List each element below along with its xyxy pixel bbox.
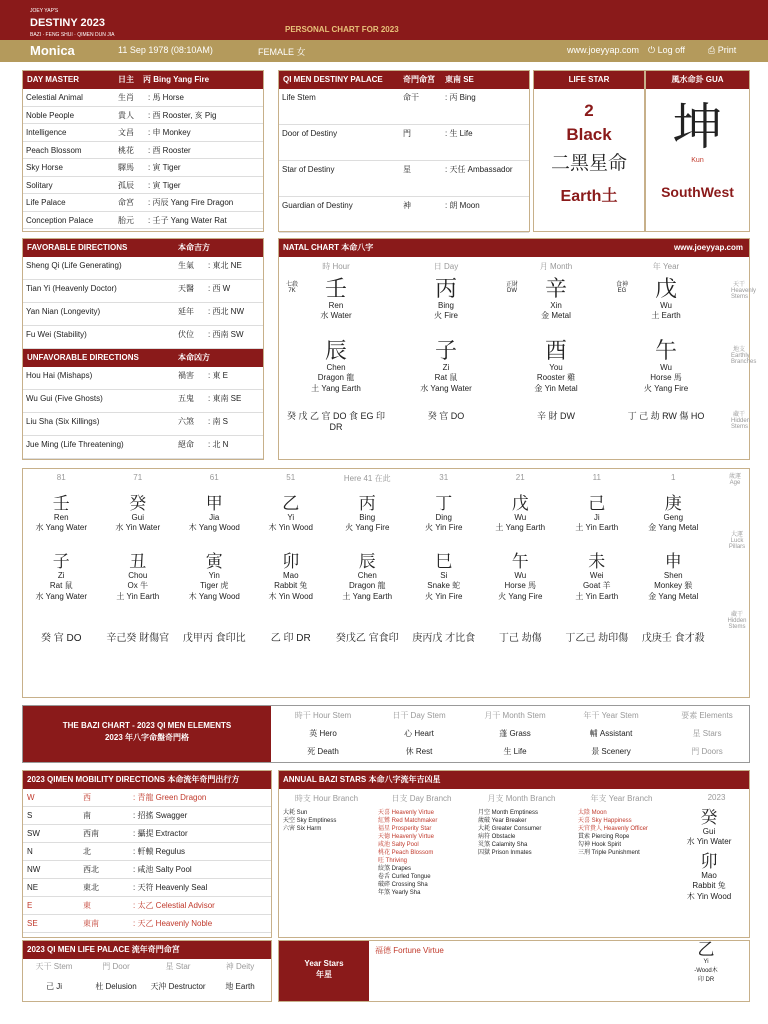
qme-star: 輔 Assistant: [589, 729, 633, 738]
qme-door: 生 Life: [503, 747, 527, 756]
favorable-row: [23, 280, 263, 303]
natal-side-label: 藏干 Hidden Stems: [731, 412, 751, 430]
luck-stem: 癸 Gui 水 Yin Water: [115, 494, 161, 532]
day-master-cell: Celestial Animal: [26, 93, 83, 102]
annual-star: 災煞 Calamity Sha: [478, 842, 528, 848]
luck-stem: 甲 Jia 木 Yang Wood: [188, 494, 240, 532]
natal-stem: 食神 EG 戊 Wu 土 Earth: [615, 276, 681, 320]
unfavorable-cell: : 東 E: [208, 371, 229, 380]
year-stars-panel: [278, 940, 750, 1002]
qme-head: 日干 Day Stem: [392, 711, 446, 720]
natal-chart-panel: [278, 238, 757, 460]
luck-stem: 丁 Ding 火 Yin Fire: [425, 494, 463, 532]
day-master-cell: : 寅 Tiger: [148, 163, 181, 172]
luck-age: 11: [592, 473, 601, 482]
mobility-row: W 西 : 青龍 Green Dragon: [23, 789, 271, 807]
day-master-cell: : 申 Monkey: [148, 128, 191, 137]
luck-age: 81: [56, 473, 66, 482]
life-palace-head: 門 Door: [102, 962, 130, 971]
annual-col: [578, 809, 670, 857]
natal-col-head: 年 Year: [652, 262, 680, 271]
unfavorable-cell: 五鬼: [178, 394, 194, 403]
gua-pinyin: Kun: [691, 157, 704, 164]
luck-hidden: 乙 印 DR: [270, 633, 311, 644]
luck-hidden: 丁乙己 劫印傷: [565, 633, 629, 644]
natal-stem: 七殺 7K 壬 Ren 水 Water: [285, 276, 352, 320]
life-palace-head: 星 Star: [165, 962, 191, 971]
natal-side-label: 天干 Heavenly Stems: [731, 282, 757, 300]
annual-head: 時支 Hour Branch: [294, 794, 359, 803]
luck-branch: 寅 Yin Tiger 虎 木 Yang Wood: [188, 552, 240, 601]
natal-hidden: 丁 己 劫 RW 傷 HO: [627, 411, 705, 421]
favorable-cell: 生氣: [178, 261, 194, 270]
favorable-cell: Tian Yi (Heavenly Doctor): [26, 284, 117, 293]
annual-col: [283, 809, 375, 833]
natal-col-head: 時 Hour: [322, 262, 350, 271]
luck-stem: 庚 Geng 金 Yang Metal: [648, 494, 699, 532]
luck-branch: 卯 Mao Rabbit 兔 木 Yin Wood: [268, 552, 313, 601]
profile-name: Monica: [30, 43, 75, 58]
day-master-row: [23, 124, 263, 142]
favorable-row: [23, 326, 263, 349]
day-master-cell: 桃花: [118, 145, 134, 155]
life-star-header: LIFE STAR: [534, 71, 644, 89]
qimen-row: [279, 197, 529, 233]
unfavorable-header: UNFAVORABLE DIRECTIONS 本命凶方: [23, 349, 263, 367]
annual-star: 太陰 Moon: [578, 810, 607, 816]
qimen-cell: Star of Destiny: [282, 165, 335, 174]
day-master-panel: [22, 70, 264, 232]
ten-god: 正財 DW: [505, 282, 518, 294]
luck-hidden: 庚丙戊 才比食: [412, 633, 476, 644]
annual-star: 旺 Thriving: [378, 858, 408, 864]
unfavorable-cell: Jue Ming (Life Threatening): [26, 440, 124, 449]
annual-star: 天空 Sky Emptiness: [283, 818, 337, 824]
favorable-cell: Yan Nian (Longevity): [26, 307, 101, 316]
day-master-row: [23, 212, 263, 230]
annual-star: 天官貴人 Heavenly Officer: [578, 826, 648, 832]
year-stars-text: 福德 Fortune Virtue: [375, 946, 444, 955]
mobility-row: N 北 : 軒轅 Regulus: [23, 843, 271, 861]
qimen-cell: : 朗 Moon: [445, 201, 480, 210]
qme-star: 星 Stars: [692, 729, 722, 738]
unfavorable-cell: 禍害: [178, 371, 194, 380]
natal-col-head: 月 Month: [539, 262, 573, 271]
luck-branch: 子 Zi Rat 鼠 水 Yang Water: [35, 552, 88, 601]
qimen-cell: 神: [403, 201, 411, 210]
qme-head: 年干 Year Stem: [583, 711, 639, 720]
qme-door: 景 Scenery: [591, 747, 631, 756]
profile-bar: [0, 40, 768, 62]
luck-stem: 乙 Yi 木 Yin Wood: [268, 494, 313, 532]
luck-branch: 未 Wei Goat 羊 土 Yin Earth: [575, 552, 619, 601]
luck-hidden: 戊庚壬 食才殺: [641, 633, 705, 644]
favorable-row: [23, 303, 263, 326]
qimen-elements-panel: [22, 705, 750, 763]
favorable-cell: : 西南 SW: [208, 330, 244, 339]
luck-branch: 巳 Si Snake 蛇 火 Yin Fire: [425, 552, 463, 601]
annual-head: 2023: [707, 793, 726, 802]
mobility-panel: [22, 770, 272, 938]
directions-panel: [22, 238, 264, 460]
annual-star: 咸池 Salty Pool: [378, 842, 419, 848]
favorable-cell: Sheng Qi (Life Generating): [26, 261, 122, 270]
day-master-cell: 文昌: [118, 128, 134, 137]
day-master-header: DAY MASTER 日主 丙 Bing Yang Fire: [23, 71, 263, 89]
qme-door: 休 Rest: [405, 747, 433, 756]
favorable-cell: : 東北 NE: [208, 261, 242, 270]
gua-panel: [645, 70, 750, 232]
favorable-cell: 延年: [178, 307, 194, 316]
gua-direction: SouthWest: [661, 184, 734, 200]
logout-button[interactable]: ⏻ Log off: [648, 45, 686, 55]
day-master-cell: : 丙辰 Yang Fire Dragon: [148, 198, 234, 207]
life-star-element: Earth土: [560, 188, 618, 205]
life-palace-panel: [22, 940, 272, 1002]
unfavorable-cell: Wu Gui (Five Ghosts): [26, 394, 103, 403]
qimen-cell: Door of Destiny: [282, 129, 338, 138]
natal-branch: 辰 Chen Dragon 龍 土 Yang Earth: [311, 338, 361, 393]
luck-age: 61: [209, 473, 219, 482]
day-master-cell: 命宮: [118, 198, 134, 207]
life-palace-head: 神 Deity: [225, 962, 255, 971]
annual-star: 月空 Month Emptiness: [478, 810, 539, 816]
natal-stem: 正財 DW 辛 Xin 金 Metal: [505, 276, 571, 320]
natal-hidden: 辛 財 DW: [537, 411, 575, 421]
day-master-cell: 胎元: [118, 215, 134, 225]
unfavorable-cell: 絕命: [178, 440, 194, 449]
day-master-row: [23, 194, 263, 212]
life-palace-value: 杜 Delusion: [95, 982, 137, 991]
qme-star: 英 Hero: [309, 729, 337, 738]
qimen-cell: : 生 Life: [445, 129, 473, 138]
annual-header: ANNUAL BAZI STARS 本命八字流年吉凶星: [279, 771, 749, 789]
printer-icon: ⎙: [708, 45, 716, 55]
profile-gender: FEMALE 女: [258, 47, 306, 57]
qimen-palace-panel: [278, 70, 530, 232]
luck-stem: 壬 Ren 水 Yang Water: [35, 494, 88, 532]
annual-head: 年支 Year Branch: [590, 794, 653, 803]
unfavorable-cell: : 南 S: [208, 417, 229, 426]
luck-hidden: 丁己 劫傷: [498, 633, 542, 644]
mobility-row: NW 西北 : 咸池 Salty Pool: [23, 861, 271, 879]
annual-head: 月支 Month Branch: [487, 794, 556, 803]
power-icon: ⏻: [648, 45, 656, 55]
qimen-row: [279, 125, 529, 161]
annual-head: 日支 Day Branch: [391, 794, 452, 803]
unfavorable-cell: 六煞: [178, 417, 194, 426]
day-master-cell: Sky Horse: [26, 163, 63, 172]
favorable-header: FAVORABLE DIRECTIONS 本命吉方: [23, 239, 263, 257]
luck-side-label: 大運 Luck Pillars: [728, 532, 746, 550]
unfavorable-row: [23, 436, 263, 459]
day-master-cell: : 馬 Horse: [148, 93, 185, 102]
life-palace-value: 地 Earth: [225, 982, 255, 991]
qimen-row: [279, 161, 529, 197]
life-palace-value: 天沖 Destructor: [150, 982, 206, 991]
day-master-cell: 驛馬: [118, 163, 134, 172]
annual-star: 絞煞 Drapes: [378, 866, 412, 872]
brand-logo: JOEY YAP'S DESTINY 2023 BAZI · FENG SHUI · QIMEN DUN JIA: [30, 8, 115, 38]
qimen-cell: : 丙 Bing: [445, 93, 476, 102]
day-master-cell: Solitary: [26, 180, 53, 190]
luck-pillars-panel: [22, 468, 750, 698]
qimen-cell: 門: [403, 129, 411, 138]
annual-star: 病符 Obstacle: [478, 834, 516, 840]
life-palace-head: 天干 Stem: [35, 962, 73, 971]
life-star-cn: 二黑星命: [550, 153, 627, 174]
annual-stars-panel: [278, 770, 750, 938]
annual-star: 天喜 Sky Happiness: [578, 818, 632, 824]
day-master-cell: : 酉 Rooster: [148, 145, 191, 155]
annual-star: 年煞 Yearly Sha: [378, 890, 421, 896]
day-master-cell: 貴人: [118, 110, 134, 120]
year-stars-last: 乙 Yi -Wood木 印 DR: [694, 940, 718, 983]
page-title: PERSONAL CHART FOR 2023: [285, 25, 399, 34]
natal-side-label: 地支 Earthly Branches: [731, 347, 757, 365]
top-header: [0, 0, 768, 40]
unfavorable-row: [23, 413, 263, 436]
day-master-cell: : 酉 Rooster, 亥 Pig: [148, 110, 217, 120]
life-star-name: Black: [566, 125, 612, 144]
annual-star: 三刑 Triple Punishment: [578, 850, 640, 856]
luck-age: 71: [133, 473, 143, 482]
day-master-row: [23, 177, 263, 195]
luck-stem: 己 Ji 土 Yin Earth: [575, 494, 619, 532]
life-palace-value: 己 Ji: [46, 982, 62, 991]
natal-stem: 丙 Bing 火 Fire: [434, 276, 458, 320]
day-master-cell: Peach Blossom: [26, 145, 82, 155]
qme-head: 時干 Hour Stem: [294, 711, 352, 720]
luck-age: 1: [671, 473, 676, 482]
day-master-cell: 生肖: [118, 93, 134, 102]
gua-header: 風水命卦 GUA: [646, 71, 749, 89]
qme-door: 門 Doors: [691, 747, 723, 756]
annual-star: 六害 Six Harm: [283, 826, 322, 832]
natal-hidden: 癸 戊 乙 官 DO 食 EG 印 DR: [286, 411, 385, 432]
favorable-cell: 天醫: [178, 284, 194, 293]
mobility-row: S 南 : 招搖 Swagger: [23, 807, 271, 825]
mobility-row: E 東 : 太乙 Celestial Advisor: [23, 897, 271, 915]
annual-star: 福星 Prosperity Star: [378, 826, 432, 832]
annual-star: 卷舌 Curled Tongue: [378, 874, 431, 880]
luck-hidden: 辛己癸 財傷官: [106, 633, 170, 644]
natal-branch: 酉 You Rooster 雞 金 Yin Metal: [534, 338, 578, 393]
luck-side-label: 藏干 Hidden Stems: [727, 612, 747, 630]
qimen-cell: Guardian of Destiny: [282, 201, 353, 210]
site-link[interactable]: www.joeyyap.com: [567, 45, 640, 55]
gua-char: 坤: [672, 99, 723, 155]
luck-branch: 申 Shen Monkey 猴 金 Yang Metal: [648, 552, 699, 601]
unfavorable-cell: : 東南 SE: [208, 394, 242, 403]
luck-age: Here 41 在此: [343, 474, 391, 483]
qimen-cell: Life Stem: [282, 93, 316, 102]
day-master-cell: Intelligence: [26, 128, 67, 137]
qimen-cell: 星: [403, 165, 411, 174]
day-master-row: [23, 142, 263, 160]
luck-age: 21: [515, 473, 525, 482]
luck-stem: 丙 Bing 火 Yang Fire: [345, 494, 390, 532]
day-master-cell: : 寅 Tiger: [148, 180, 181, 190]
qme-door: 死 Death: [307, 747, 339, 756]
mobility-row: NE 東北 : 天符 Heavenly Seal: [23, 879, 271, 897]
annual-star: 紅鸞 Red Matchmaker: [378, 818, 438, 824]
annual-star: 勾神 Hook Spirit: [578, 842, 622, 848]
annual-star: 天喜 Heavenly Virtue: [378, 810, 434, 816]
qme-head: 要素 Elements: [681, 711, 733, 720]
luck-age: 51: [286, 473, 296, 482]
annual-star: 破碎 Crossing Sha: [378, 882, 428, 888]
natal-header: NATAL CHART 本命八字 www.joeyyap.com: [279, 239, 749, 257]
annual-star: 大耗 Sun: [283, 810, 308, 816]
natal-branch: 子 Zi Rat 鼠 水 Yang Water: [420, 338, 472, 393]
annual-star: 大耗 Greater Consumer: [478, 826, 542, 832]
day-master-cell: Noble People: [26, 110, 75, 120]
qimen-palace-header: QI MEN DESTINY PALACE 奇門命宮 東南 SE: [279, 71, 529, 89]
annual-star: 歲破 Year Breaker: [478, 818, 527, 824]
unfavorable-cell: Hou Hai (Mishaps): [26, 371, 93, 380]
mobility-header: 2023 QIMEN MOBILITY DIRECTIONS 本命流年奇門出行方: [23, 771, 271, 789]
annual-star: 桃花 Peach Blossom: [378, 850, 434, 856]
qimen-cell: 命干: [403, 93, 419, 102]
ten-god: 食神 EG: [615, 282, 628, 294]
qme-star: 心 Heart: [404, 729, 434, 738]
luck-age: 31: [439, 473, 449, 482]
year-stars-label: Year Stars 年星: [279, 941, 369, 1001]
ten-god: 七殺 7K: [285, 282, 298, 294]
luck-stem: 戊 Wu 土 Yang Earth: [495, 494, 546, 532]
favorable-cell: Fu Wei (Stability): [26, 330, 87, 339]
day-master-cell: 孤辰: [118, 180, 134, 190]
print-button[interactable]: ⎙ Print: [708, 45, 737, 55]
annual-star: 天德 Heavenly Virtue: [378, 834, 434, 840]
luck-branch: 辰 Chen Dragon 龍 土 Yang Earth: [342, 552, 393, 601]
qimen-elements-title: THE BAZI CHART - 2023 QI MEN ELEMENTS 2023 年八字命盤奇門格: [23, 706, 271, 762]
mobility-row: SW 西南 : 攝提 Extractor: [23, 825, 271, 843]
unfavorable-row: [23, 390, 263, 413]
luck-branch: 丑 Chou Ox 牛 土 Yin Earth: [116, 552, 160, 601]
natal-hidden: 癸 官 DO: [427, 411, 465, 421]
natal-col-head: 日 Day: [433, 262, 459, 271]
favorable-cell: 伏位: [178, 330, 194, 339]
annual-col: [478, 809, 570, 857]
qme-star: 蓬 Grass: [499, 729, 531, 738]
favorable-cell: : 西北 NW: [208, 307, 244, 316]
mobility-row: SE 東南 : 天乙 Heavenly Noble: [23, 915, 271, 933]
day-master-row: [23, 107, 263, 125]
luck-hidden: 癸 官 DO: [40, 633, 82, 644]
unfavorable-cell: Liu Sha (Six Killings): [26, 417, 100, 426]
annual-col: [378, 809, 470, 897]
day-master-cell: : 壬子 Yang Water Rat: [148, 215, 227, 225]
annual-star: 貫索 Piercing Rope: [578, 834, 630, 840]
luck-branch: 午 Wu Horse 馬 火 Yang Fire: [498, 552, 543, 601]
qimen-row: [279, 89, 529, 125]
profile-dob: 11 Sep 1978 (08:10AM): [118, 45, 213, 55]
favorable-cell: : 西 W: [208, 284, 231, 293]
life-star-number: 2: [584, 101, 594, 120]
qme-head: 月干 Month Stem: [484, 711, 546, 720]
day-master-cell: Life Palace: [26, 198, 66, 207]
life-palace-header: 2023 QI MEN LIFE PALACE 流年奇門命宮: [23, 941, 271, 959]
annual-2023: 癸 Gui 水 Yin Water 卯 Mao Rabbit 兔 木 Yin Wood: [686, 808, 732, 901]
qimen-cell: : 天任 Ambassador: [445, 165, 513, 174]
day-master-row: [23, 159, 263, 177]
luck-hidden: 癸戊乙 官食印: [335, 633, 399, 644]
day-master-row: [23, 89, 263, 107]
unfavorable-row: [23, 367, 263, 390]
day-master-cell: Conception Palace: [26, 215, 94, 225]
favorable-row: [23, 257, 263, 280]
unfavorable-cell: : 北 N: [208, 440, 229, 449]
luck-hidden: 戊甲丙 食印比: [182, 633, 246, 644]
life-star-panel: [533, 70, 645, 232]
annual-star: 囚獄 Prison Inmates: [478, 850, 532, 856]
luck-age-label: 歲運 Age: [728, 474, 741, 486]
natal-branch: 午 Wu Horse 馬 火 Yang Fire: [643, 338, 689, 393]
